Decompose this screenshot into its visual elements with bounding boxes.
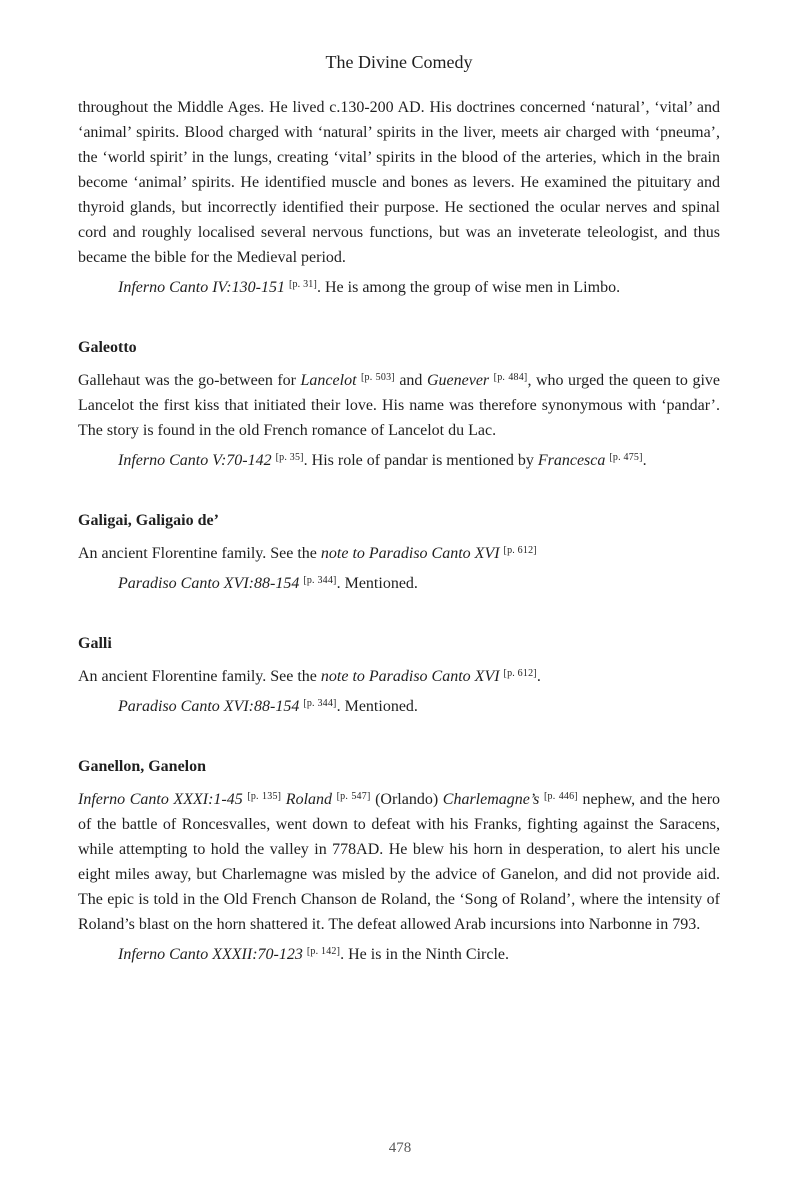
entry-heading-galeotto: Galeotto: [78, 339, 137, 356]
page-ref-superscript: [p. 344]: [303, 698, 337, 709]
italic-text-segment: Inferno Canto XXXII:70-123: [118, 946, 307, 963]
page-ref-superscript: [p. 31]: [288, 279, 317, 290]
entry-heading-galigai: Galigai, Galigaio de’: [78, 512, 219, 529]
page-ref-superscript: [p. 612]: [503, 668, 537, 679]
intro-canto-reference: [118, 275, 720, 300]
page-ref-superscript: [p. 35]: [275, 452, 304, 463]
entry-paragraph: [78, 368, 720, 443]
text-segment: Gallehaut was the go-between for: [78, 372, 301, 389]
italic-text-segment: Paradiso Canto XVI:88-154: [118, 575, 304, 592]
page-ref-superscript: [p. 344]: [303, 575, 337, 586]
entry-paragraph: [78, 787, 720, 937]
text-segment: .: [642, 452, 647, 469]
page-ref-superscript: [p. 484]: [493, 372, 528, 383]
page-number: 478: [388, 1140, 412, 1156]
italic-text-segment: Guenever: [426, 372, 494, 389]
text-segment: (Orlando): [370, 791, 443, 808]
intro-paragraph: [78, 95, 720, 270]
canto-reference: [118, 448, 720, 473]
text-segment: . He is in the Ninth Circle.: [340, 946, 509, 963]
text-segment: . He is among the group of wise men in Limbo.: [317, 279, 621, 296]
page-ref-superscript: [p. 142]: [306, 946, 341, 957]
page-content: [78, 0, 720, 967]
italic-text-segment: Paradiso Canto XVI:88-154: [118, 698, 304, 715]
text-segment: , who urged the queen to give Lancelot the first kiss that initiated their love. His name was therefore synonymous with ‘pandar’. The story is found in the old French romance of Lancelot du Lac.: [78, 372, 721, 439]
page-ref-superscript: [p. 612]: [503, 545, 537, 556]
entry-heading-galli: Galli: [78, 635, 112, 652]
canto-reference: [118, 942, 720, 967]
entry-heading-ganellon: Ganellon, Ganelon: [78, 758, 207, 775]
italic-text-segment: Inferno Canto XXXI:1-45: [78, 791, 248, 808]
canto-reference: [118, 694, 720, 719]
text-segment: nephew, and the hero of the battle of Roncesvalles, went down to defeat with his Franks, fighting against the Saracens, while attempting to hold the valley in 778AD. He blew his horn in desperation, to alert his uncle eight miles away, but Charlemagne was misled by the advice of Ganelon, and did not provide aid. The epic is told in the Old French Chanson de Roland, the ‘Song of Roland’, where the intensity of Roland’s blast on the horn shattered it. The defeat allowed Arab incursions into Narbonne in 793.: [78, 791, 721, 933]
italic-text-segment: Inferno Canto V:70-142: [118, 452, 276, 469]
italic-text-segment: Charlemagne’s: [442, 791, 544, 808]
italic-text-segment: Roland: [285, 791, 337, 808]
entry-paragraph: [78, 664, 720, 689]
canto-reference: [118, 571, 720, 596]
text-segment: An ancient Florentine family. See the: [78, 668, 321, 685]
entry-galigai: [78, 508, 720, 596]
italic-text-segment: Francesca: [537, 452, 610, 469]
text-segment: . Mentioned.: [336, 575, 418, 592]
text-segment: throughout the Middle Ages. He lived c.130-200 AD. His doctrines concerned ‘natural’, ‘vital’ and ‘animal’ spirits. Blood charged with ‘natural’ spirits in the liver, meets air charged with ‘pneuma’, the ‘world spirit’ in the lungs, creating ‘vital’ spirits in the blood of the arteries, which in the brain become ‘animal’ spirits. He identified muscle and bones as levers. He examined the pituitary and thyroid glands, but incorrectly identified their purpose. He sectioned the ocular nerves and spinal cord and roughly localised several nervous functions, but was an inveterate teleologist, and thus became the bible for the Medieval period.: [78, 99, 720, 266]
page-ref-superscript: [p. 503]: [361, 372, 395, 383]
entry-galeotto: [78, 335, 720, 473]
italic-text-segment: note to Paradiso Canto XVI: [320, 545, 504, 562]
italic-text-segment: Lancelot: [300, 372, 362, 389]
text-segment: and: [394, 372, 427, 389]
text-segment: . Mentioned.: [336, 698, 418, 715]
italic-text-segment: note to Paradiso Canto XVI: [320, 668, 504, 685]
page-ref-superscript: [p. 547]: [336, 791, 371, 802]
page-ref-superscript: [p. 135]: [247, 791, 282, 802]
page-ref-superscript: [p. 475]: [609, 452, 643, 463]
entry-ganellon: [78, 754, 720, 967]
italic-text-segment: Inferno Canto IV:130-151: [118, 279, 289, 296]
running-header-title: The Divine Comedy: [325, 52, 473, 72]
text-segment: An ancient Florentine family. See the: [78, 545, 321, 562]
entry-paragraph: [78, 541, 720, 566]
text-segment: .: [536, 668, 541, 685]
page-ref-superscript: [p. 446]: [543, 791, 578, 802]
entry-galli: [78, 631, 720, 719]
text-segment: . His role of pandar is mentioned by: [303, 452, 538, 469]
